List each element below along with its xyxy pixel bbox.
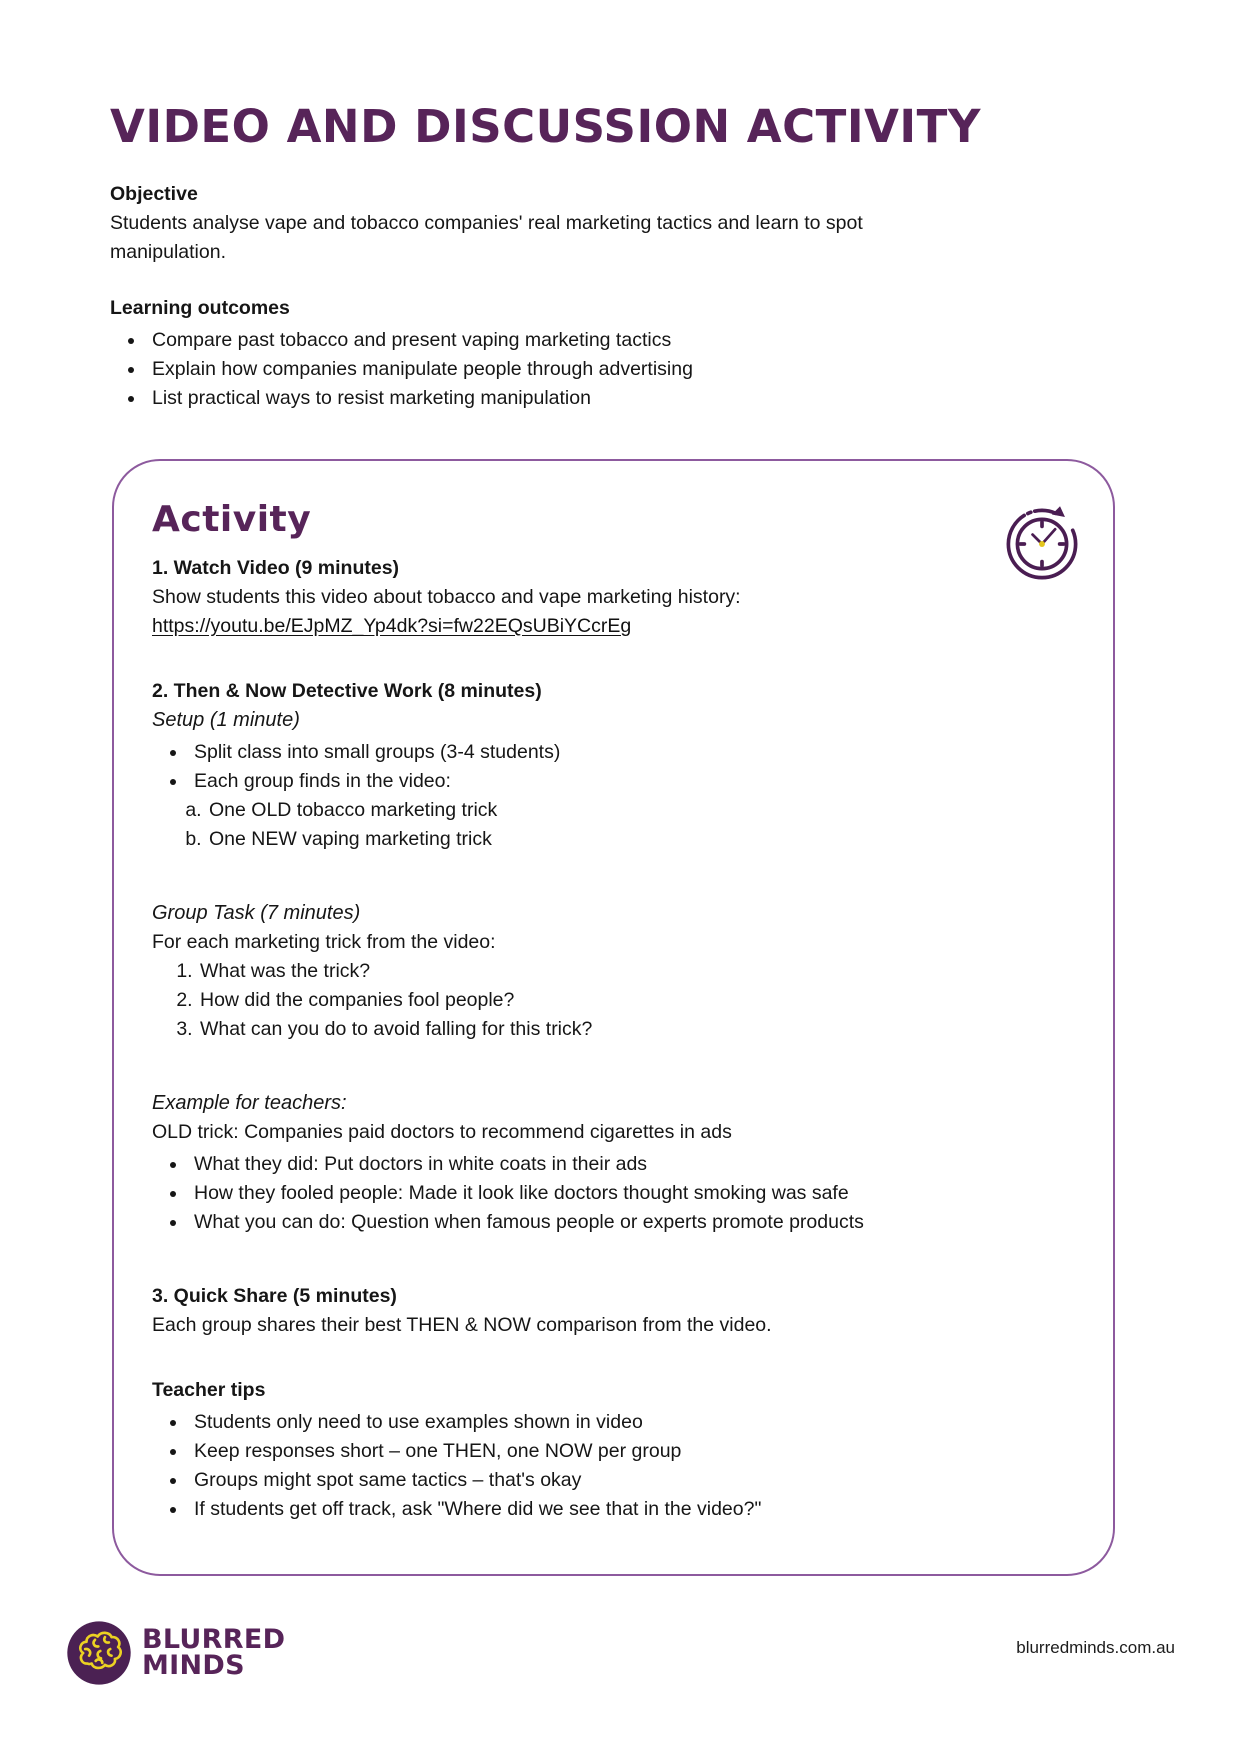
- brand-line2: MINDS: [142, 1650, 245, 1681]
- step1-body: Show students this video about tobacco and vape marketing history:: [152, 586, 741, 608]
- step1-heading: 1. Watch Video (9 minutes): [152, 557, 400, 579]
- list-item: • Each group finds in the video:: [188, 767, 993, 796]
- group-task-intro: For each marketing trick from the video:: [152, 931, 496, 953]
- video-link[interactable]: https://youtu.be/EJpMZ_Yp4dk?si=fw22EQsUBiYCcrEg: [152, 615, 632, 637]
- group-task-list: [152, 957, 993, 1044]
- learning-outcomes-list: [110, 326, 1121, 413]
- list-item: 1. What was the trick?: [198, 957, 993, 986]
- teacher-tips-list: [152, 1408, 993, 1524]
- list-item: • List practical ways to resist marketing manipulation: [146, 384, 1121, 413]
- example-heading: Example for teachers:: [152, 1092, 347, 1114]
- list-item: • Keep responses short – one THEN, one NOW per group: [188, 1437, 993, 1466]
- brand-line1: BLURRED: [142, 1624, 286, 1656]
- brain-icon: [66, 1620, 132, 1686]
- group-task-heading: Group Task (7 minutes): [152, 902, 361, 924]
- footer: [66, 1620, 1175, 1686]
- list-item: • Students only need to use examples shown in video: [188, 1408, 993, 1437]
- objective-heading: Objective: [110, 183, 198, 205]
- learning-outcomes-heading: Learning outcomes: [110, 297, 290, 319]
- list-item: • Compare past tobacco and present vaping marketing tactics: [146, 326, 1121, 355]
- step2-heading: 2. Then & Now Detective Work (8 minutes): [152, 680, 542, 702]
- intro-section: [0, 180, 1241, 413]
- teacher-tips-heading: Teacher tips: [152, 1379, 266, 1401]
- objective-body: Students analyse vape and tobacco companies' real marketing tactics and learn to spot manipulation.: [110, 212, 863, 263]
- brand-name: [142, 1624, 286, 1681]
- list-item: b. One NEW vaping marketing trick: [207, 825, 993, 854]
- step3-heading: 3. Quick Share (5 minutes): [152, 1285, 397, 1307]
- setup-list: [152, 738, 993, 796]
- step3-body: Each group shares their best THEN & NOW comparison from the video.: [152, 1314, 772, 1336]
- list-item: 2. How did the companies fool people?: [198, 986, 993, 1015]
- website-url: blurredminds.com.au: [1016, 1638, 1175, 1657]
- brand-logo: [66, 1620, 285, 1686]
- list-item: • What you can do: Question when famous people or experts promote products: [188, 1208, 993, 1237]
- list-item: 3. What can you do to avoid falling for this trick?: [198, 1015, 993, 1044]
- list-item: • Split class into small groups (3-4 students): [188, 738, 993, 767]
- clock-refresh-icon: [1001, 503, 1083, 585]
- list-item: • How they fooled people: Made it look like doctors thought smoking was safe: [188, 1179, 993, 1208]
- list-item: • What they did: Put doctors in white coats in their ads: [188, 1150, 993, 1179]
- setup-sublist: [152, 796, 993, 854]
- example-intro: OLD trick: Companies paid doctors to recommend cigarettes in ads: [152, 1121, 732, 1143]
- page-title: VIDEO AND DISCUSSION ACTIVITY: [110, 100, 981, 153]
- activity-box: [112, 459, 1115, 1576]
- activity-heading: Activity: [152, 499, 312, 540]
- setup-heading: Setup (1 minute): [152, 709, 300, 731]
- list-item: • Explain how companies manipulate people through advertising: [146, 355, 1121, 384]
- list-item: a. One OLD tobacco marketing trick: [207, 796, 993, 825]
- list-item: • Groups might spot same tactics – that's okay: [188, 1466, 993, 1495]
- example-list: [152, 1150, 993, 1237]
- list-item: • If students get off track, ask "Where did we see that in the video?": [188, 1495, 993, 1524]
